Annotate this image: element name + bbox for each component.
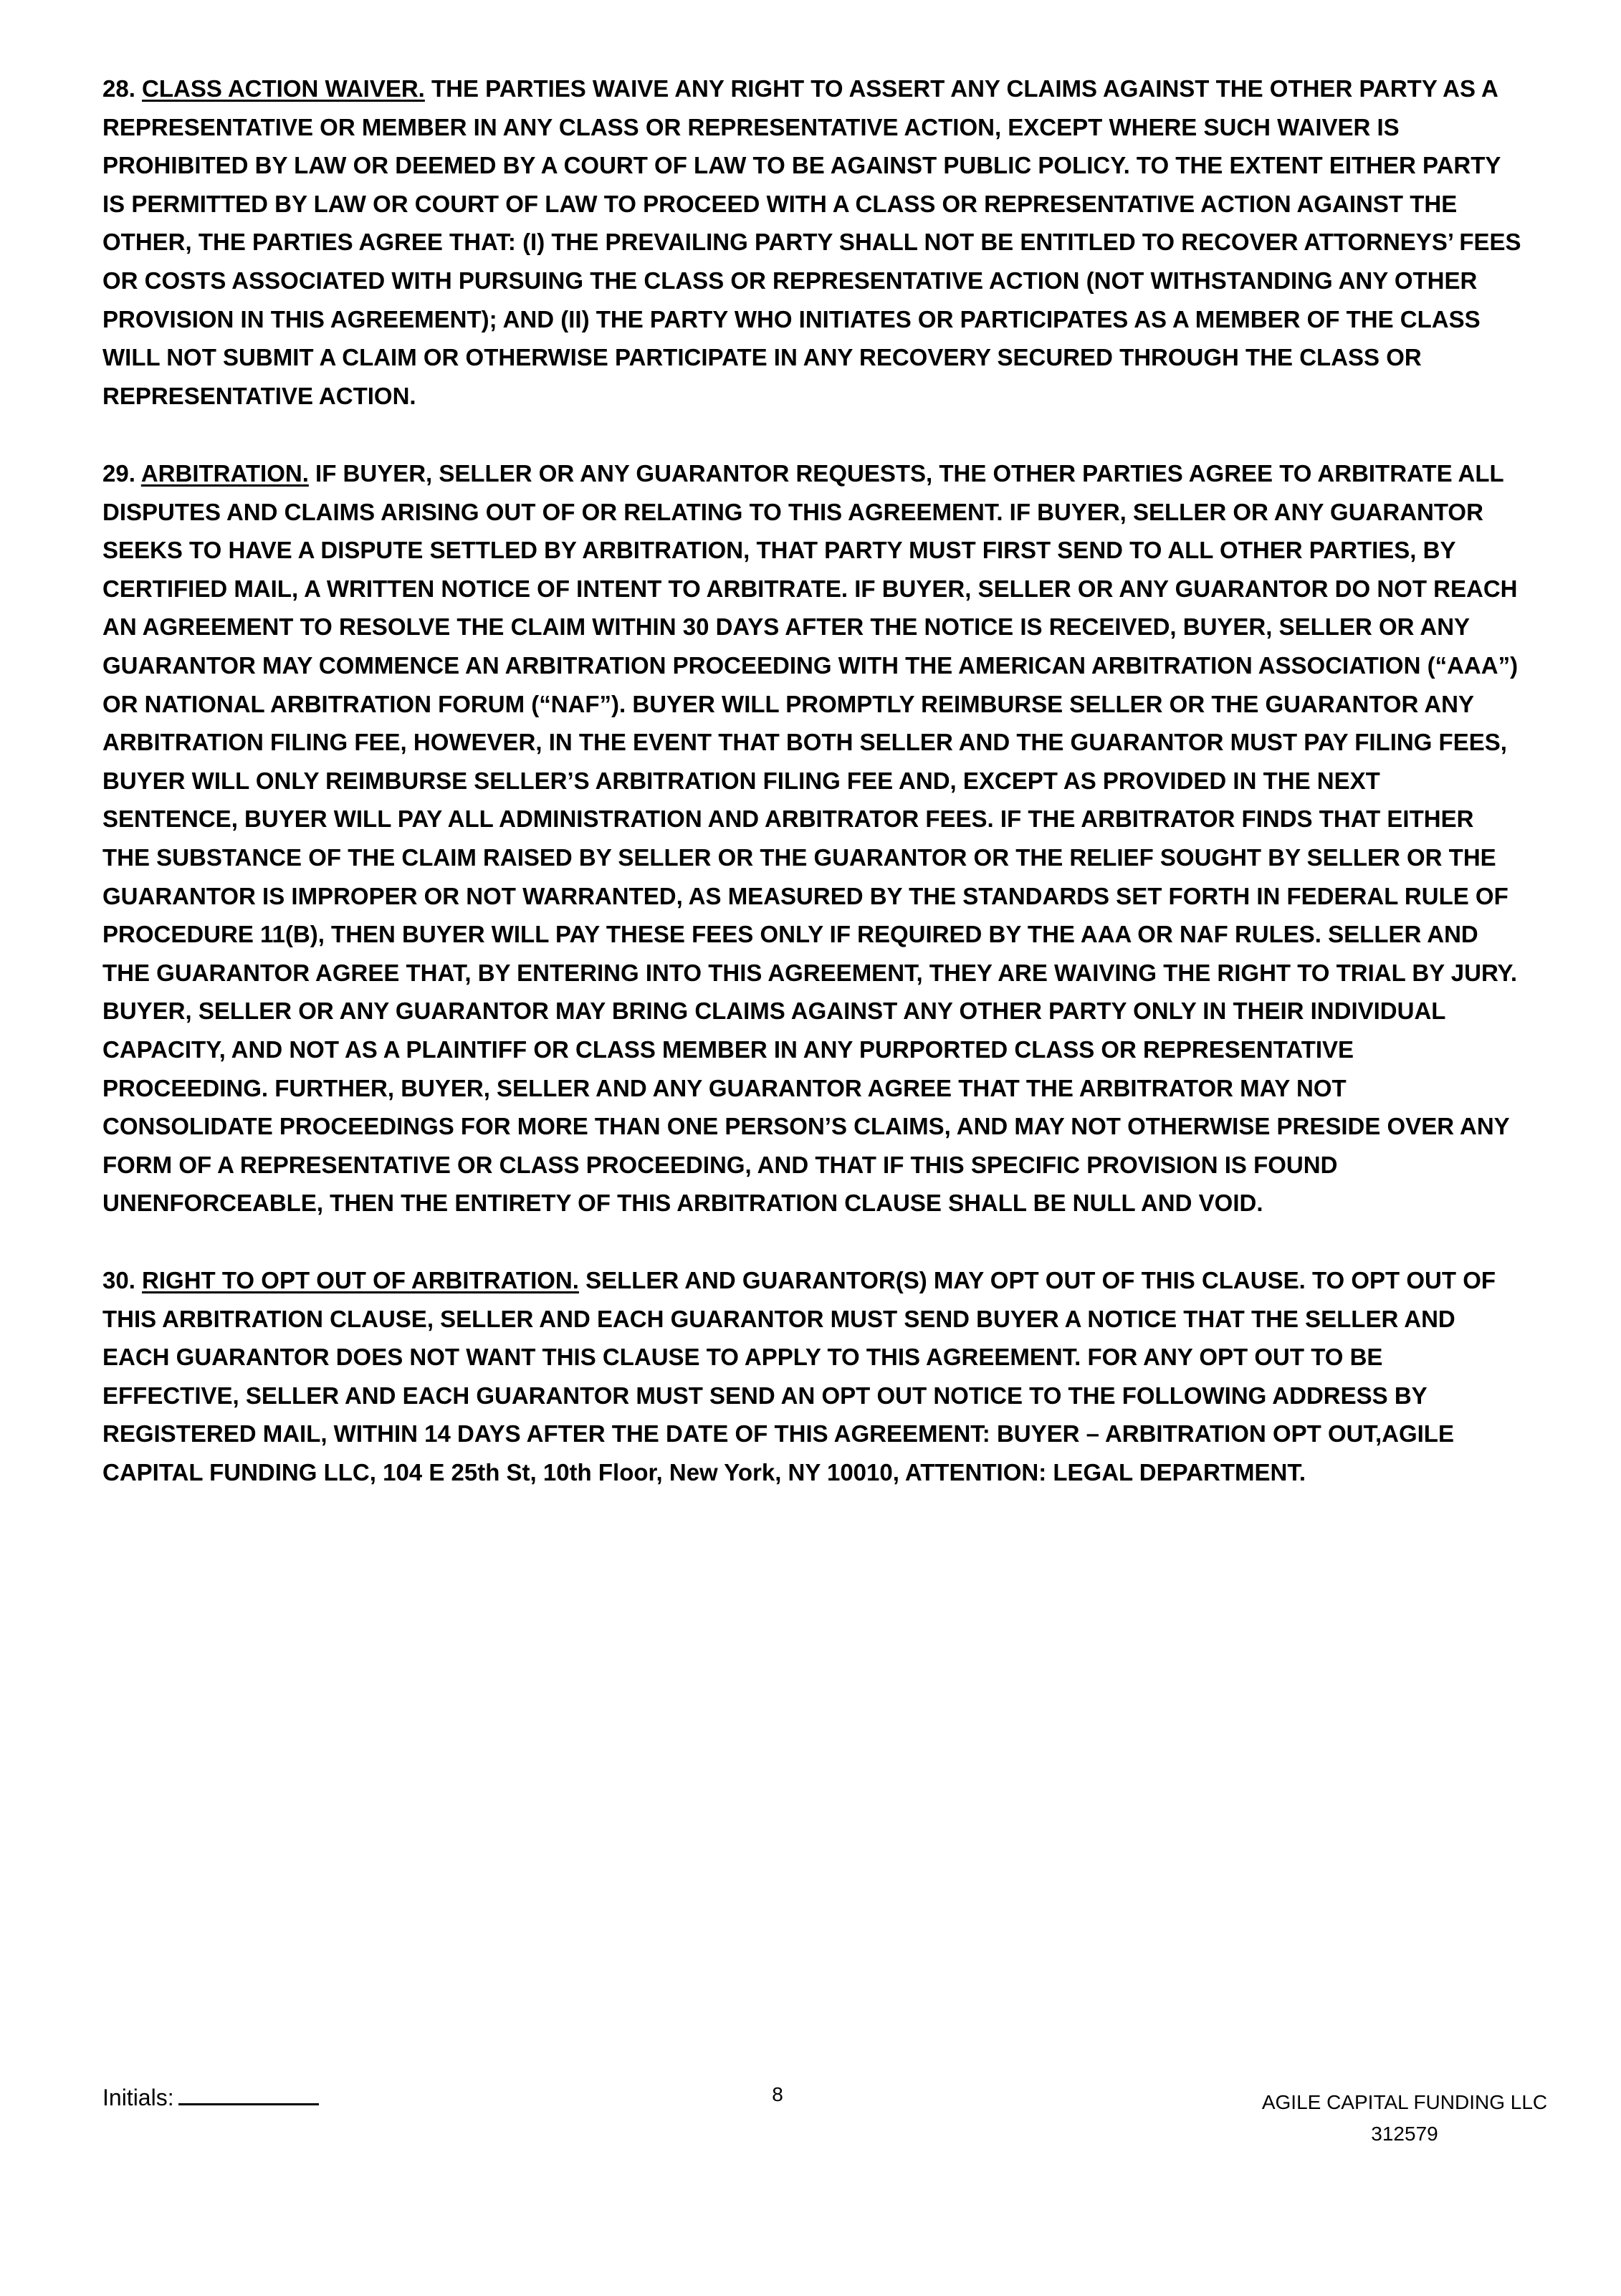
company-name: AGILE CAPITAL FUNDING LLC (1261, 2091, 1548, 2113)
clause-number: 28. (102, 75, 135, 102)
clause-text: THE PARTIES WAIVE ANY RIGHT TO ASSERT ANY CLAIMS AGAINST THE OTHER PARTY AS A REPRESENTATIVE OR MEMBER IN ANY CLASS OR REPRESENTATIVE ACTION, EXCEPT WHERE SUCH WAIVER IS PROHIBITED BY LAW OR DEEMED BY A COURT OF LAW TO BE AGAINST PUBLIC POLICY. TO THE EXTENT EITHER PARTY IS PERMITTED BY LAW OR COURT OF LAW TO PROCEED WITH A CLASS OR REPRESENTATIVE ACTION AGAINST THE OTHER, THE PARTIES AGREE THAT: (I) THE PREVAILING PARTY SHALL NOT BE ENTITLED TO RECOVER ATTORNEYS’ FEES OR COSTS ASSOCIATED WITH PURSUING THE CLASS OR REPRESENTATIVE ACTION (NOT WITHSTANDING ANY OTHER PROVISION IN THIS AGREEMENT); AND (II) THE PARTY WHO INITIATES OR PARTICIPATES AS A MEMBER OF THE CLASS WILL NOT SUBMIT A CLAIM OR OTHERWISE PARTICIPATE IN ANY RECOVERY SECURED THROUGH THE CLASS OR REPRESENTATIVE ACTION. (102, 75, 1521, 409)
clause-heading: RIGHT TO OPT OUT OF ARBITRATION. (142, 1267, 579, 1293)
clause-text: IF BUYER, SELLER OR ANY GUARANTOR REQUESTS, THE OTHER PARTIES AGREE TO ARBITRATE ALL DISPUTES AND CLAIMS ARISING OUT OF OR RELATING TO THIS AGREEMENT. IF BUYER, SELLER OR ANY GUARANTOR SEEKS TO HAVE A DISPUTE SETTLED BY ARBITRATION, THAT PARTY MUST FIRST SEND TO ALL OTHER PARTIES, BY CERTIFIED MAIL, A WRITTEN NOTICE OF INTENT TO ARBITRATE. IF BUYER, SELLER OR ANY GUARANTOR DO NOT REACH AN AGREEMENT TO RESOLVE THE CLAIM WITHIN 30 DAYS AFTER THE NOTICE IS RECEIVED, BUYER, SELLER OR ANY GUARANTOR MAY COMMENCE AN ARBITRATION PROCEEDING WITH THE AMERICAN ARBITRATION ASSOCIATION (“AAA”) OR NATIONAL ARBITRATION FORUM (“NAF”). BUYER WILL PROMPTLY REIMBURSE SELLER OR THE GUARANTOR ANY ARBITRATION FILING FEE, HOWEVER, IN THE EVENT THAT BOTH SELLER AND THE GUARANTOR MUST PAY FILING FEES, BUYER WILL ONLY REIMBURSE SELLER’S ARBITRATION FILING FEE AND, EXCEPT AS PROVIDED IN THE NEXT SENTENCE, BUYER WILL PAY ALL ADMINISTRATION AND ARBITRATOR FEES. IF THE ARBITRATOR FINDS THAT EITHER THE SUBSTANCE OF THE CLAIM RAISED BY SELLER OR THE GUARANTOR OR THE RELIEF SOUGHT BY SELLER OR THE GUARANTOR IS IMPROPER OR NOT WARRANTED, AS MEASURED BY THE STANDARDS SET FORTH IN FEDERAL RULE OF PROCEDURE 11(B), THEN BUYER WILL PAY THESE FEES ONLY IF REQUIRED BY THE AAA OR NAF RULES. SELLER AND THE GUARANTOR AGREE THAT, BY ENTERING INTO THIS AGREEMENT, THEY ARE WAIVING THE RIGHT TO TRIAL BY JURY. BUYER, SELLER OR ANY GUARANTOR MAY BRING CLAIMS AGAINST ANY OTHER PARTY ONLY IN THEIR INDIVIDUAL CAPACITY, AND NOT AS A PLAINTIFF OR CLASS MEMBER IN ANY PURPORTED CLASS OR REPRESENTATIVE PROCEEDING. FURTHER, BUYER, SELLER AND ANY GUARANTOR AGREE THAT THE ARBITRATOR MAY NOT CONSOLIDATE PROCEEDINGS FOR MORE THAN ONE PERSON’S CLAIMS, AND MAY NOT OTHERWISE PRESIDE OVER ANY FORM OF A REPRESENTATIVE OR CLASS PROCEEDING, AND THAT IF THIS SPECIFIC PROVISION IS FOUND UNENFORCEABLE, THEN THE ENTIRETY OF THIS ARBITRATION CLAUSE SHALL BE NULL AND VOID. (102, 460, 1519, 1217)
clause-text: SELLER AND GUARANTOR(S) MAY OPT OUT OF THIS CLAUSE. TO OPT OUT OF THIS ARBITRATION CLAUSE, SELLER AND EACH GUARANTOR MUST SEND BUYER A NOTICE THAT THE SELLER AND EACH GUARANTOR DOES NOT WANT THIS CLAUSE TO APPLY TO THIS AGREEMENT. FOR ANY OPT OUT TO BE EFFECTIVE, SELLER AND EACH GUARANTOR MUST SEND AN OPT OUT NOTICE TO THE FOLLOWING ADDRESS BY REGISTERED MAIL, WITHIN 14 DAYS AFTER THE DATE OF THIS AGREEMENT: BUYER – ARBITRATION OPT OUT,AGILE CAPITAL FUNDING LLC, 104 E 25th St, 10th Floor, New York, NY 10010, ATTENTION: LEGAL DEPARTMENT. (102, 1267, 1496, 1486)
clause-class-action-waiver (102, 70, 1521, 415)
page-number: 8 (772, 2083, 783, 2105)
clause-number: 30. (102, 1267, 135, 1293)
clause-arbitration (102, 454, 1521, 1223)
clause-heading: CLASS ACTION WAIVER. (142, 75, 425, 102)
initials-field (102, 2082, 319, 2111)
clause-right-to-opt-out (102, 1261, 1521, 1492)
document-reference-number: 312579 (1371, 2123, 1438, 2145)
initials-label: Initials: (102, 2085, 174, 2110)
footer-company-block (1218, 2087, 1591, 2150)
initials-signature-line (178, 2082, 319, 2105)
clause-heading: ARBITRATION. (140, 460, 309, 487)
clause-number: 29. (102, 460, 135, 487)
